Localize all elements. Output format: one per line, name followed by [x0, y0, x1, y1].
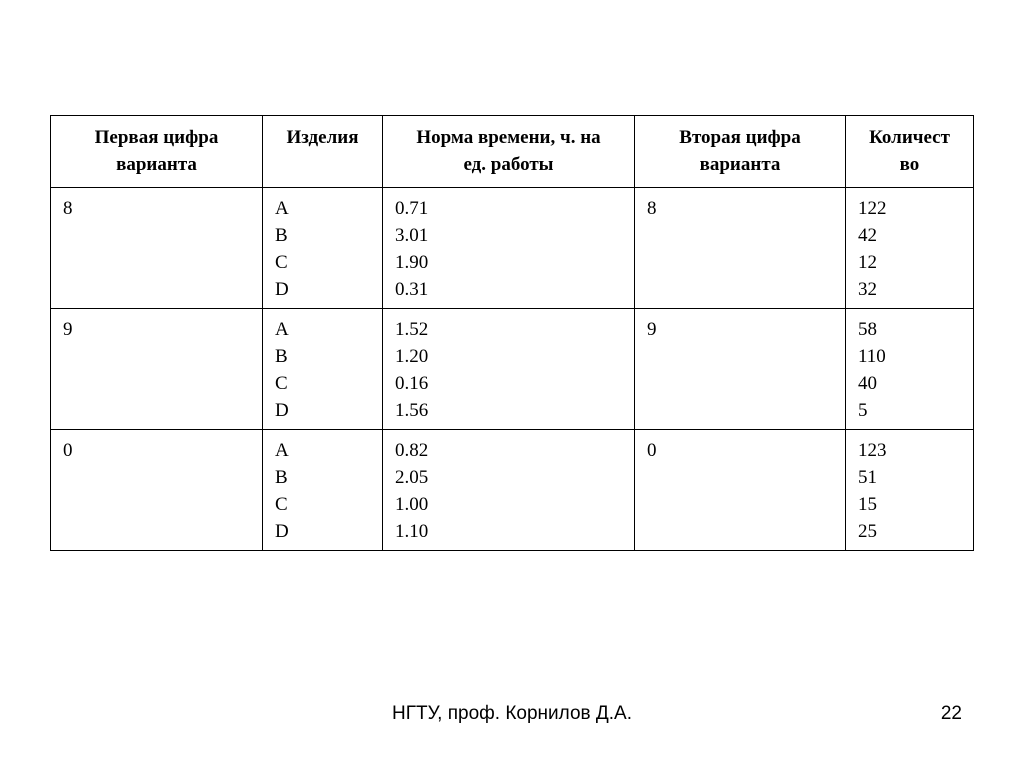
cell-value: 1.90: [395, 252, 429, 273]
cell-value: 122: [858, 198, 887, 219]
cell-value: B: [275, 467, 288, 488]
cell-value: 32: [858, 279, 877, 300]
cell-value: 123: [858, 440, 887, 461]
cell-quantity: [846, 430, 974, 551]
data-table: [50, 115, 974, 551]
cell-value: 58: [858, 319, 877, 340]
cell-value: C: [275, 252, 288, 273]
cell-value: 1.10: [395, 521, 429, 542]
cell-value: 0: [647, 440, 657, 461]
cell-value: C: [275, 373, 288, 394]
header-quantity-line-1: Количест: [869, 127, 950, 148]
cell-value: 110: [858, 346, 886, 367]
header-second-digit: [635, 116, 846, 188]
table-row: [51, 309, 974, 430]
header-first-digit-line-1: Первая цифра: [94, 127, 219, 148]
page-number: 22: [940, 703, 962, 724]
header-first-digit-line-2: варианта: [116, 154, 197, 175]
cell-value: B: [275, 346, 288, 367]
cell-time-norm: [383, 309, 635, 430]
cell-value: 1.20: [395, 346, 429, 367]
footer-author: НГТУ, проф. Корнилов Д.А.: [392, 703, 632, 724]
header-time-norm-line-2: ед. работы: [463, 154, 554, 175]
cell-second-digit: [635, 188, 846, 309]
cell-products: [263, 430, 383, 551]
cell-first-digit: [51, 309, 263, 430]
cell-value: A: [275, 319, 289, 340]
cell-value: 42: [858, 225, 877, 246]
cell-value: D: [275, 279, 289, 300]
header-time-norm: [383, 116, 635, 188]
table-row: [51, 430, 974, 551]
cell-value: 0.71: [395, 198, 429, 219]
cell-value: 1.52: [395, 319, 429, 340]
cell-first-digit: [51, 430, 263, 551]
cell-products: [263, 188, 383, 309]
cell-value: 0.16: [395, 373, 429, 394]
cell-quantity: [846, 309, 974, 430]
cell-value: 0: [63, 440, 73, 461]
cell-value: 9: [63, 319, 73, 340]
cell-value: 15: [858, 494, 877, 515]
table-row: [51, 188, 974, 309]
cell-value: A: [275, 440, 289, 461]
cell-second-digit: [635, 430, 846, 551]
cell-value: D: [275, 400, 289, 421]
cell-value: 25: [858, 521, 877, 542]
cell-value: B: [275, 225, 288, 246]
header-products: [263, 116, 383, 188]
cell-value: 40: [858, 373, 877, 394]
cell-value: 9: [647, 319, 657, 340]
cell-value: D: [275, 521, 289, 542]
header-time-norm-line-1: Норма времени, ч. на: [416, 127, 601, 148]
table-header-row: [51, 116, 974, 188]
cell-value: 1.00: [395, 494, 429, 515]
cell-value: 3.01: [395, 225, 429, 246]
header-second-digit-line-2: варианта: [699, 154, 781, 175]
cell-value: 2.05: [395, 467, 429, 488]
cell-value: 8: [647, 198, 657, 219]
cell-value: 0.31: [395, 279, 429, 300]
cell-value: C: [275, 494, 288, 515]
cell-value: 1.56: [395, 400, 429, 421]
cell-quantity: [846, 188, 974, 309]
header-products-line-1: Изделия: [286, 127, 359, 148]
header-first-digit: [51, 116, 263, 188]
cell-second-digit: [635, 309, 846, 430]
header-quantity: [846, 116, 974, 188]
cell-value: A: [275, 198, 289, 219]
cell-value: 0.82: [395, 440, 429, 461]
cell-value: 51: [858, 467, 877, 488]
cell-value: 12: [858, 252, 877, 273]
cell-products: [263, 309, 383, 430]
header-second-digit-line-1: Вторая цифра: [679, 127, 801, 148]
cell-value: 8: [63, 198, 73, 219]
cell-first-digit: [51, 188, 263, 309]
cell-time-norm: [383, 188, 635, 309]
header-quantity-line-2: во: [899, 154, 920, 175]
cell-value: 5: [858, 400, 868, 421]
cell-time-norm: [383, 430, 635, 551]
